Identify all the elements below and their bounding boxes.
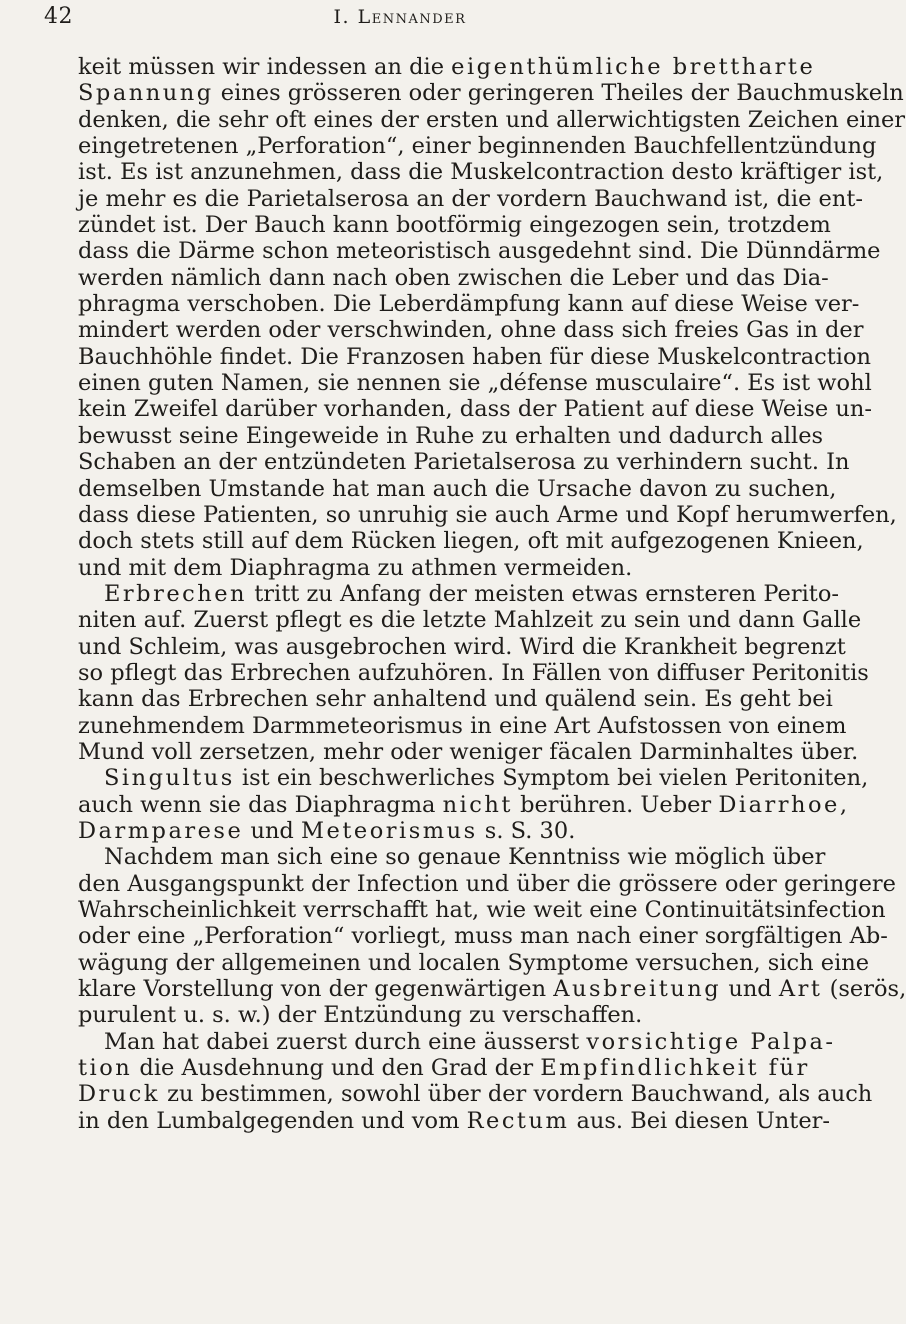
text-line [78,923,888,950]
text-run: Schaben an der entzündeten Parietalserosa zu verhindern sucht. In [78,449,850,476]
text-run: den Ausgangspunkt der Infection und über die grössere oder geringere [78,870,896,897]
text-line [78,897,886,923]
text-line [78,528,864,555]
text-line [78,1002,762,1028]
text-run: Nachdem man sich eine so genaue Kenntniss wie möglich über [104,844,826,871]
text-line [78,844,826,871]
spaced-emphasis-text: Singultus [104,765,235,792]
text-line [78,80,904,107]
spaced-emphasis-text: eigenthümliche brettharte [451,54,816,80]
text-run: klare Vorstellung von der gegenwärtigen [78,976,554,1003]
text-run: oder eine „Perforation“ vorliegt, muss man nach einer sorgfältigen Ab- [78,923,888,950]
spaced-emphasis-text: Darmparese [78,817,244,844]
spaced-emphasis-text: nicht [442,791,513,818]
spaced-emphasis-text: Meteorismus [301,817,478,844]
text-run: doch stets still auf dem Rücken liegen, oft mit aufgezogenen Knieen, [78,528,864,555]
text-line [78,501,897,528]
text-run: werden nämlich dann nach oben zwischen die Leber und das Dia- [78,264,829,291]
text-run: bewusst seine Eingeweide in Ruhe zu erhalten und dadurch alles [78,422,824,449]
text-run: je mehr es die Parietalserosa an der vordern Bauchwand ist, die ent- [78,185,863,212]
text-run: und [721,976,779,1003]
body-text [78,54,906,1134]
text-line [78,343,872,370]
text-run: zündet ist. Der Bauch kann bootförmig eingezogen sein, trotzdem [78,212,831,239]
text-line [78,212,831,239]
text-run: in den Lumbalgegenden und vom [78,1107,467,1134]
spaced-emphasis-text: Rectum [466,1107,570,1134]
text-line [78,422,824,449]
text-line [78,185,863,212]
text-run: dass diese Patienten, so unruhig sie auch Arme und Kopf herumwerfen, [78,501,897,528]
text-run: eingetretenen „Perforation“, einer beginnenden Bauchfellentzündung [78,133,877,160]
spaced-emphasis-text: Ausbreitung [553,976,722,1003]
text-line [78,475,837,502]
text-line [78,291,860,318]
text-line [78,1081,873,1108]
text-line [78,449,850,476]
page-number: 42 [44,4,73,29]
spaced-emphasis-text: Erbrechen [104,580,248,607]
text-run: zu bestimmen, sowohl über der vordern Bauchwand, als auch [160,1081,873,1108]
text-run: s. S. 30. [477,817,576,844]
text-run: die Ausdehnung und den Grad der [132,1055,541,1082]
page-header [44,4,756,32]
text-line [78,818,762,844]
text-line [78,712,847,739]
text-run: so pflegt das Erbrechen aufzuhören. In Fällen von diffuser Peritonitis [78,659,869,686]
text-line [78,686,833,713]
text-run: wägung der allgemeinen und localen Symptome versuchen, sich eine [78,949,870,976]
text-run: phragma verschoben. Die Leberdämpfung kann auf diese Weise ver- [78,291,860,318]
text-line [78,976,906,1003]
spaced-emphasis-text: tion [78,1055,133,1082]
text-run: berühren. Ueber [512,791,719,818]
text-run: niten auf. Zuerst pflegt es die letzte Mahlzeit zu sein und dann Galle [78,607,862,634]
running-head: I. Lennander [333,6,467,28]
text-line [78,791,850,818]
text-line [78,738,859,765]
text-line [78,870,896,897]
text-line [78,264,829,291]
text-line [78,580,839,607]
text-line [78,317,864,344]
text-line [78,633,846,660]
text-run: und Schleim, was ausgebrochen wird. Wird die Krankheit begrenzt [78,633,846,660]
text-run: purulent u. s. w.) der Entzündung zu verschaffen. [78,1002,643,1029]
spaced-emphasis-text: Art [778,976,823,1003]
spaced-emphasis-text: Spannung [78,80,214,107]
text-line [78,370,872,397]
text-line [78,133,877,160]
text-run: eines grösseren oder geringeren Theiles der Bauchmuskeln [213,80,904,107]
text-run: mindert werden oder verschwinden, ohne dass sich freies Gas in der [78,317,864,344]
text-run: und [243,817,301,844]
text-run: einen guten Namen, sie nennen sie „défense musculaire“. Es ist wohl [78,370,872,397]
spaced-emphasis-text: vorsichtige Palpa- [586,1028,836,1055]
text-run: kann das Erbrechen sehr anhaltend und quälend sein. Es geht bei [78,686,833,713]
text-line [78,765,869,792]
text-run: ist. Es ist anzunehmen, dass die Muskelcontraction desto kräftiger ist, [78,159,884,186]
text-line [78,949,870,976]
text-line [78,106,906,133]
text-line [78,659,869,686]
spaced-emphasis-text: Druck [78,1081,161,1108]
text-run: Mund voll zersetzen, mehr oder weniger fäcalen Darminhaltes über. [78,738,859,765]
text-run: ist ein beschwerliches Symptom bei vielen Peritoniten, [234,765,869,792]
text-run: aus. Bei diesen Unter- [569,1107,830,1134]
text-line [78,1055,810,1082]
text-run: Man hat dabei zuerst durch eine äusserst [104,1028,587,1055]
text-run: denken, die sehr oft eines der ersten und allerwichtigsten Zeichen einer [78,106,906,133]
text-run: dass die Därme schon meteoristisch ausgedehnt sind. Die Dünndärme [78,238,881,265]
text-run: (serös, [822,976,906,1003]
text-run: und mit dem Diaphragma zu athmen vermeiden. [78,554,633,581]
text-run: zunehmendem Darmmeteorismus in eine Art Aufstossen von einem [78,712,847,739]
text-run: kein Zweifel darüber vorhanden, dass der Patient auf diese Weise un- [78,396,872,423]
text-line [78,607,862,634]
text-line [78,555,762,581]
text-line [78,1028,836,1055]
text-run: tritt zu Anfang der meisten etwas ernsteren Perito- [247,580,839,607]
text-run: Bauchhöhle findet. Die Franzosen haben für diese Muskelcontraction [78,343,872,370]
text-run: demselben Umstande hat man auch die Ursache davon zu suchen, [78,475,837,502]
text-line [78,238,881,265]
text-line [78,1107,830,1134]
spaced-emphasis-text: Empfindlichkeit für [540,1055,810,1082]
text-run: auch wenn sie das Diaphragma [78,791,443,818]
text-line [78,396,872,423]
text-line [78,54,816,80]
spaced-emphasis-text: Diarrhoe, [718,791,850,818]
text-run: Wahrscheinlichkeit verrschafft hat, wie weit eine Continuitätsinfection [78,897,886,923]
text-run: keit müssen wir indessen an die [78,54,452,80]
text-line [78,159,884,186]
